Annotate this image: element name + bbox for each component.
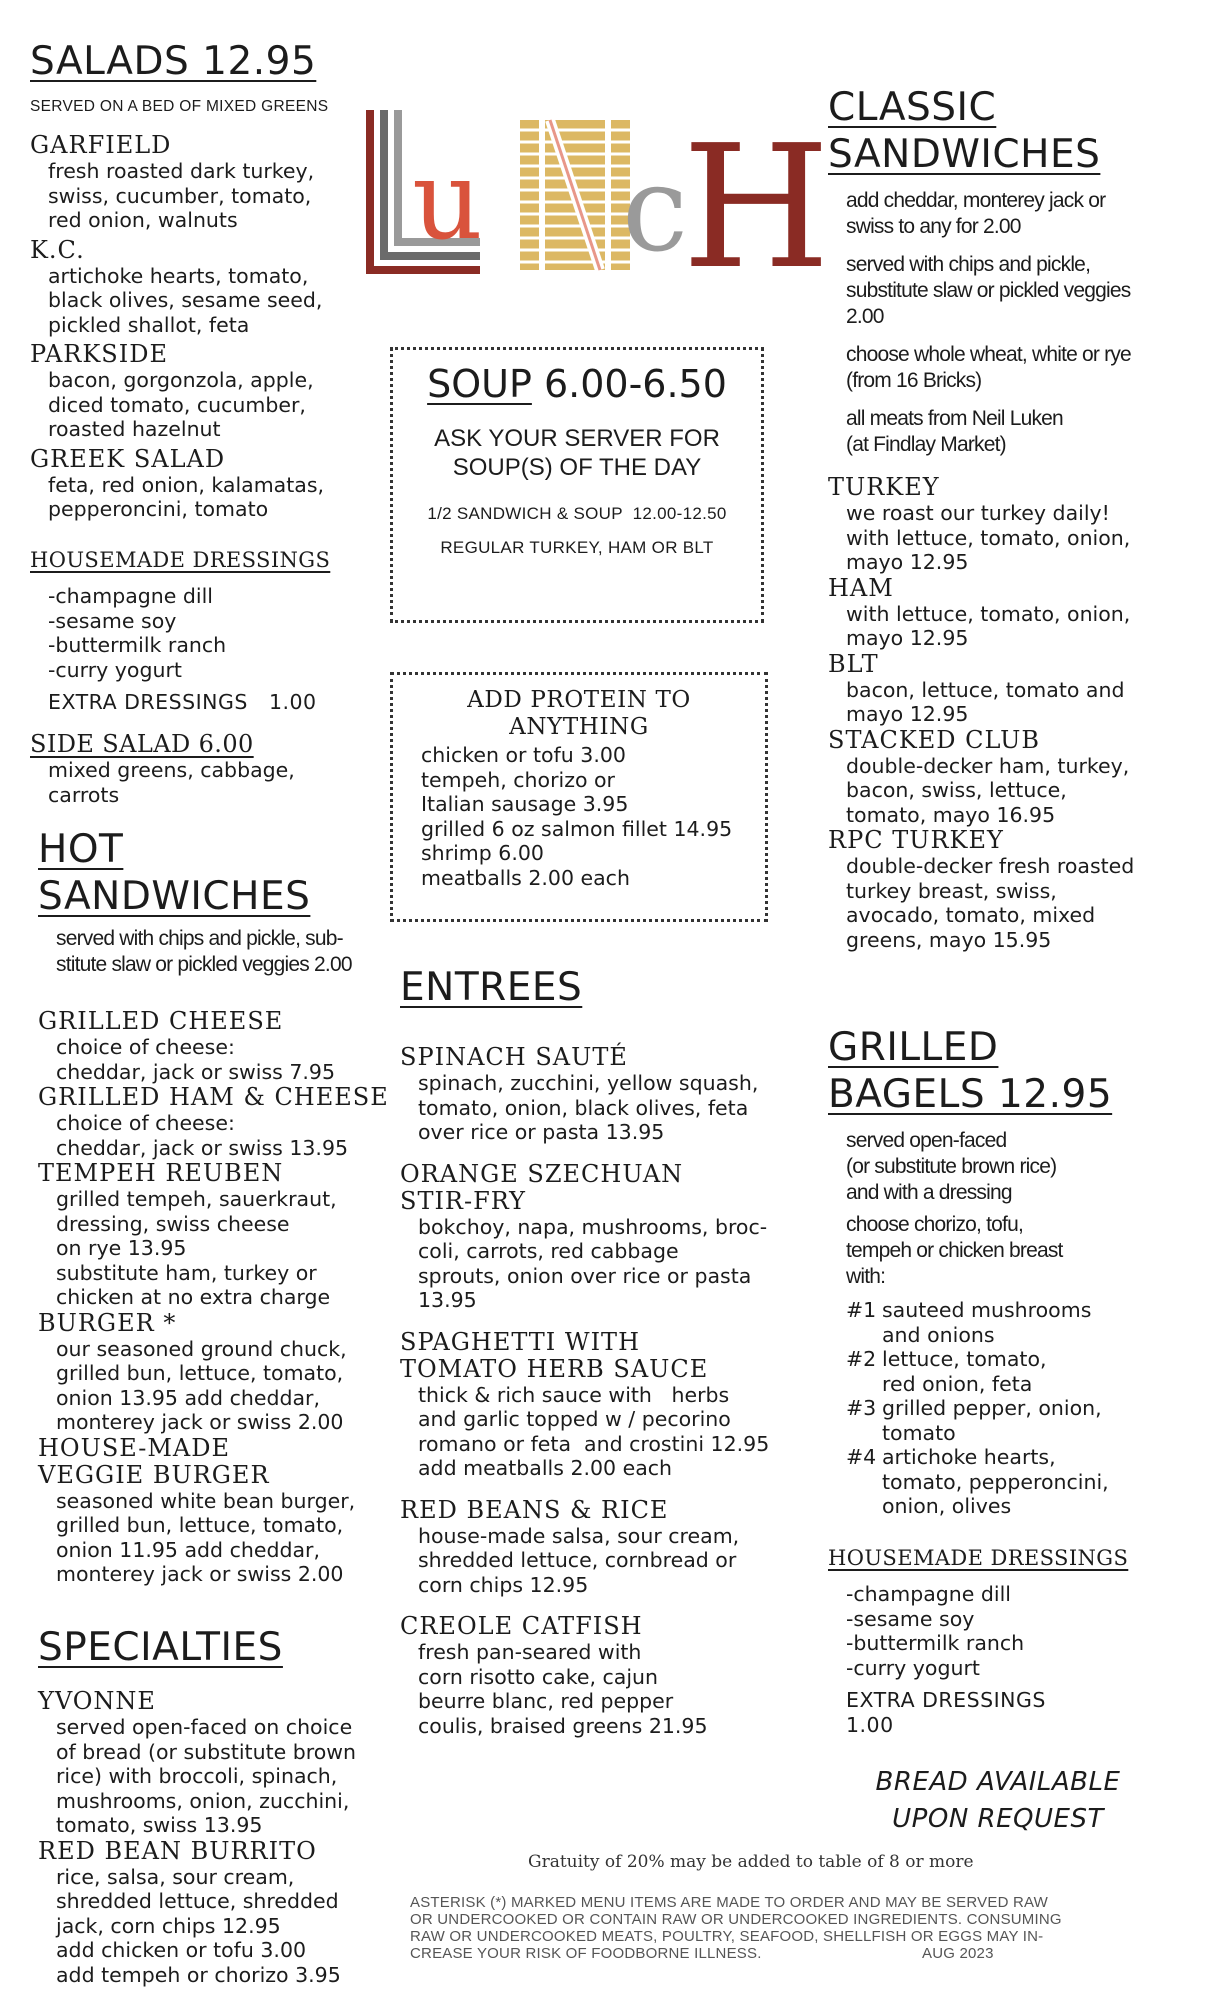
bagel-option [846, 1396, 1196, 1445]
soup-title: SOUP [427, 362, 532, 406]
hot-sandwiches-note: served with chips and pickle, sub- stitute slaw or pickled veggies 2.00 [56, 927, 352, 976]
bagel-option [846, 1347, 1196, 1396]
bagels-note-served: served open-faced (or substitute brown rice) and with a dressing [846, 1129, 1057, 1204]
bagel-option-text: lettuce, tomato, red onion, feta [882, 1347, 1047, 1396]
item-name: TURKEY [828, 473, 940, 501]
item-desc: double-decker ham, turkey, bacon, swiss, lettuce, tomato, mayo 16.95 [846, 753, 1130, 827]
entrees-list [400, 1044, 800, 1738]
menu-date: AUG 2023 [922, 1945, 994, 1962]
item-name: HAM [828, 573, 894, 602]
item-desc: fresh roasted dark turkey, swiss, cucumber, tomato, red onion, walnuts [48, 159, 315, 232]
grilled-bagels-title-line1: GRILLED [828, 1025, 999, 1070]
soup-price: 6.00-6.50 [531, 362, 727, 406]
item-name: GARFIELD [30, 131, 172, 159]
menu-item [30, 132, 390, 233]
soup-heading [393, 362, 761, 406]
menu-item [38, 1084, 398, 1160]
soup-half-sandwich: 1/2 SANDWICH & SOUP 12.00-12.50 [427, 504, 727, 523]
soup-regular: REGULAR TURKEY, HAM OR BLT [440, 538, 714, 557]
classic-sandwiches-title-line2: SANDWICHES [828, 132, 1101, 177]
grilled-bagels-title-line2: BAGELS 12.95 [828, 1072, 1113, 1117]
menu-item [38, 1310, 398, 1435]
menu-item [30, 237, 390, 338]
soup-box [390, 347, 764, 623]
item-desc: we roast our turkey daily! with lettuce, tomato, onion, mayo 12.95 [846, 501, 1131, 574]
item-desc: grilled tempeh, sauerkraut, dressing, swiss cheese on rye 13.95 substitute ham, turkey or chicken at no extra charge [56, 1187, 337, 1309]
logo-letter-h: H [682, 109, 831, 307]
item-name: BURGER * [38, 1308, 177, 1337]
classic-sandwich-list [828, 474, 1198, 952]
item-desc: spinach, zucchini, yellow squash, tomato, onion, black olives, feta over rice or pasta 13.95 [418, 1071, 759, 1144]
menu-item [400, 1497, 800, 1598]
item-name: YVONNE [38, 1687, 156, 1715]
menu-item [38, 1008, 398, 1084]
menu-item [828, 727, 1198, 828]
item-name: GRILLED CHEESE [38, 1007, 284, 1035]
item-name: RPC TURKEY [828, 826, 1004, 854]
menu-item [30, 341, 390, 442]
logo-letter-u: u [412, 136, 483, 264]
item-desc: choice of cheese: cheddar, jack or swiss 13.95 [56, 1111, 349, 1160]
item-name: PARKSIDE [30, 340, 168, 368]
bagel-options [846, 1298, 1196, 1519]
item-name: STACKED CLUB [828, 725, 1041, 754]
item-name: HOUSE-MADE VEGGIE BURGER [38, 1433, 270, 1489]
item-desc: feta, red onion, kalamatas, pepperoncini, tomato [48, 472, 325, 521]
logo-letter-n [520, 120, 630, 270]
item-name: ORANGE SZECHUAN STIR-FRY [400, 1159, 684, 1215]
classic-sandwiches-title-line1: CLASSIC [828, 85, 997, 130]
hot-sandwiches-title-line1: HOT [38, 827, 124, 872]
salad-extra-dressings: EXTRA DRESSINGS 1.00 [48, 690, 317, 714]
bagel-option-text: sauteed mushrooms and onions [882, 1298, 1092, 1347]
salad-list [30, 132, 390, 522]
menu-item [400, 1044, 800, 1145]
bread-available-note: BREAD AVAILABLE UPON REQUEST [875, 1767, 1121, 1834]
specialties-list [38, 1688, 398, 1987]
item-desc: bokchoy, napa, mushrooms, broc- coli, carrots, red cabbage sprouts, onion over rice or pasta 13.95 [418, 1214, 768, 1312]
bagel-option-text: artichoke hearts, tomato, pepperoncini, onion, olives [882, 1445, 1109, 1518]
bagel-dressings-list: -champagne dill -sesame soy -buttermilk ranch -curry yogurt [846, 1582, 1025, 1680]
bagel-option-number: #4 [846, 1445, 877, 1469]
classic-note: add cheddar, monterey jack or swiss to any for 2.00 [846, 189, 1106, 238]
lunch-logo [360, 100, 831, 307]
item-name: BLT [828, 649, 879, 678]
item-name: GRILLED HAM & CHEESE [38, 1083, 389, 1111]
raw-food-disclaimer: ASTERISK (*) MARKED MENU ITEMS ARE MADE TO ORDER AND MAY BE SERVED RAW OR UNDERCOOKED OR CONTAIN RAW OR UNDERCOOKED INGREDIENTS. CONSUMING RAW OR UNDERCOOKED MEATS, POULTRY, SEAFOOD, SHELLFISH OR EGGS MAY IN- CREASE YOUR RISK OF FOODBORNE ILLNESS. [410, 1894, 1062, 1962]
bagel-option-number: #2 [846, 1347, 877, 1371]
item-name: SPAGHETTI WITH TOMATO HERB SAUCE [400, 1327, 709, 1383]
menu-item [400, 1613, 800, 1738]
item-desc: double-decker fresh roasted turkey breast, swiss, avocado, tomato, mixed greens, mayo 15.95 [846, 854, 1135, 952]
hot-sandwiches-title-line2: SANDWICHES [38, 874, 311, 919]
salads-title: SALADS 12.95 [30, 39, 317, 84]
protein-title: ADD PROTEIN TO ANYTHING [467, 687, 691, 740]
classic-notes [846, 188, 1206, 458]
item-name: K.C. [30, 235, 85, 264]
menu-item [828, 575, 1198, 651]
salad-dressings-title: HOUSEMADE DRESSINGS [30, 548, 331, 572]
hot-sandwich-list [38, 1008, 398, 1587]
item-desc: bacon, gorgonzola, apple, diced tomato, cucumber, roasted hazelnut [48, 368, 314, 441]
menu-item [828, 651, 1198, 727]
item-name: CREOLE CATFISH [400, 1612, 643, 1640]
item-desc: bacon, lettuce, tomato and mayo 12.95 [846, 677, 1125, 726]
classic-note: choose whole wheat, white or rye (from 16 Bricks) [846, 343, 1131, 392]
protein-box [390, 672, 768, 922]
gratuity-note: Gratuity of 20% may be added to table of 8 or more [528, 1852, 974, 1872]
item-name: RED BEANS & RICE [400, 1495, 669, 1524]
menu-item [38, 1435, 398, 1587]
bagel-option [846, 1298, 1196, 1347]
bagels-note-choose: choose chorizo, tofu, tempeh or chicken breast with: [846, 1213, 1063, 1288]
protein-list: chicken or tofu 3.00 tempeh, chorizo or Italian sausage 3.95 grilled 6 oz salmon fillet 14.95 shrimp 6.00 meatballs 2.00 each [421, 743, 733, 890]
item-desc: seasoned white bean burger, grilled bun, lettuce, tomato, onion 11.95 add cheddar, monterey jack or swiss 2.00 [56, 1488, 356, 1586]
item-desc: with lettuce, tomato, onion, mayo 12.95 [846, 601, 1131, 650]
logo-letter-c: c [622, 140, 689, 278]
bagel-option [846, 1445, 1196, 1519]
menu-item [828, 827, 1198, 952]
menu-item [38, 1838, 398, 1988]
bagel-option-number: #3 [846, 1396, 877, 1420]
classic-note: all meats from Neil Luken (at Findlay Market) [846, 407, 1063, 456]
item-desc: artichoke hearts, tomato, black olives, sesame seed, pickled shallot, feta [48, 263, 323, 337]
item-desc: house-made salsa, sour cream, shredded lettuce, cornbread or corn chips 12.95 [418, 1523, 740, 1597]
item-desc: rice, salsa, sour cream, shredded lettuce, shredded jack, corn chips 12.95 add chicken or tofu 3.00 add tempeh or chorizo 3.95 [56, 1864, 341, 1987]
menu-item [400, 1329, 800, 1481]
item-name: TEMPEH REUBEN [38, 1159, 284, 1187]
item-desc: thick & rich sauce with herbs and garlic topped w / pecorino romano or feta and crostini 12.95 add meatballs 2.00 each [418, 1382, 770, 1480]
soup-ask-server: ASK YOUR SERVER FOR SOUP(S) OF THE DAY [434, 425, 720, 481]
item-desc: fresh pan-seared with corn risotto cake, cajun beurre blanc, red pepper coulis, braised greens 21.95 [418, 1640, 708, 1738]
item-desc: served open-faced on choice of bread (or substitute brown rice) with broccoli, spinach, mushrooms, onion, zucchini, tomato, swiss 13.95 [56, 1715, 357, 1837]
salads-subtitle: SERVED ON A BED OF MIXED GREENS [30, 98, 329, 115]
entrees-title: ENTREES [400, 965, 583, 1010]
bagel-dressings-title: HOUSEMADE DRESSINGS [828, 1546, 1129, 1570]
specialties-title: SPECIALTIES [38, 1625, 283, 1670]
side-salad-title: SIDE SALAD 6.00 [30, 730, 254, 758]
item-name: SPINACH SAUTÉ [400, 1043, 628, 1071]
lunch-logo-graphic [360, 100, 831, 307]
menu-item [38, 1160, 398, 1310]
item-name: GREEK SALAD [30, 444, 226, 473]
bagel-extra-dressings: EXTRA DRESSINGS 1.00 [846, 1688, 1046, 1737]
item-desc: our seasoned ground chuck, grilled bun, lettuce, tomato, onion 13.95 add cheddar, monterey jack or swiss 2.00 [56, 1336, 347, 1434]
item-desc: choice of cheese: cheddar, jack or swiss 7.95 [56, 1035, 335, 1084]
side-salad-desc: mixed greens, cabbage, carrots [48, 758, 295, 807]
menu-item [38, 1688, 398, 1838]
bagel-option-text: grilled pepper, onion, tomato [882, 1396, 1102, 1445]
menu-item [828, 474, 1198, 575]
menu-item [400, 1161, 800, 1313]
classic-note: served with chips and pickle, substitute slaw or pickled veggies 2.00 [846, 253, 1131, 328]
bagel-option-number: #1 [846, 1298, 877, 1322]
menu-item [30, 446, 390, 522]
item-name: RED BEAN BURRITO [38, 1836, 317, 1865]
salad-dressings-list: -champagne dill -sesame soy -buttermilk ranch -curry yogurt [48, 584, 227, 682]
